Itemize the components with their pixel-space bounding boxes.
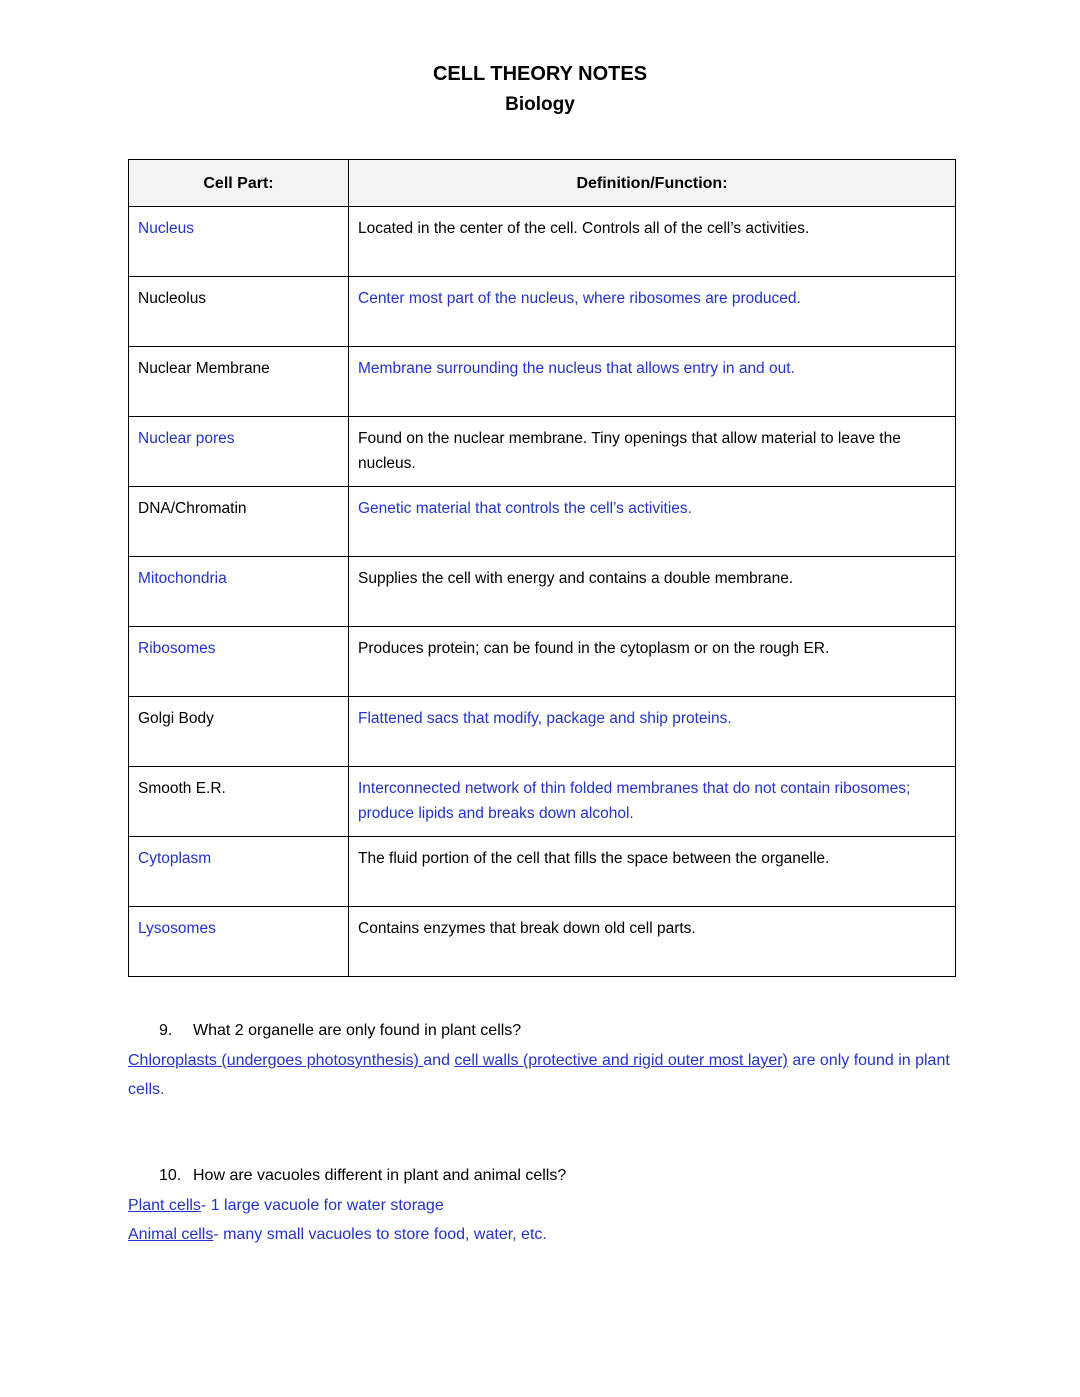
cell-definition: The fluid portion of the cell that fills the space between the organelle.	[349, 837, 956, 907]
answer-underlined-segment: Animal cells	[128, 1226, 214, 1243]
question-text: What 2 organelle are only found in plant cells?	[193, 1022, 522, 1039]
cell-definition: Membrane surrounding the nucleus that allows entry in and out.	[349, 347, 956, 417]
cell-part: Ribosomes	[129, 627, 349, 697]
table-row	[129, 347, 956, 417]
answer-segment: are only found in plant cells.	[128, 1052, 950, 1098]
question-block	[128, 1017, 955, 1104]
answer-underlined-segment: cell walls (protective and rigid outer most layer)	[454, 1052, 788, 1069]
answer-line	[128, 1191, 955, 1220]
cell-definition: Located in the center of the cell. Controls all of the cell’s activities.	[349, 207, 956, 277]
answer-segment: and	[423, 1052, 455, 1069]
cell-parts-table	[128, 159, 956, 977]
cell-part: Smooth E.R.	[129, 767, 349, 837]
table-header-cell-part: Cell Part:	[129, 160, 349, 207]
table-row	[129, 907, 956, 977]
cell-part: Lysosomes	[129, 907, 349, 977]
cell-definition: Produces protein; can be found in the cytoplasm or on the rough ER.	[349, 627, 956, 697]
cell-definition: Interconnected network of thin folded membranes that do not contain ribosomes; produce lipids and breaks down alcohol.	[349, 767, 956, 837]
table-row	[129, 627, 956, 697]
cell-definition: Genetic material that controls the cell’s activities.	[349, 487, 956, 557]
cell-part: Golgi Body	[129, 697, 349, 767]
question-number: 9.	[159, 1022, 173, 1039]
table-row	[129, 697, 956, 767]
table-row	[129, 207, 956, 277]
table-row	[129, 557, 956, 627]
cell-definition: Flattened sacs that modify, package and ship proteins.	[349, 697, 956, 767]
cell-definition: Center most part of the nucleus, where ribosomes are produced.	[349, 277, 956, 347]
cell-part: Cytoplasm	[129, 837, 349, 907]
table-header-definition: Definition/Function:	[349, 160, 956, 207]
answer-lines	[128, 1046, 955, 1104]
question-number: 10.	[159, 1167, 182, 1184]
answer-line	[128, 1046, 955, 1104]
question-block	[128, 1162, 955, 1249]
cell-part: DNA/Chromatin	[129, 487, 349, 557]
cell-definition: Contains enzymes that break down old cell parts.	[349, 907, 956, 977]
table-row	[129, 417, 956, 487]
question-line	[128, 1162, 955, 1189]
cell-part: Nucleus	[129, 207, 349, 277]
cell-definition: Supplies the cell with energy and contains a double membrane.	[349, 557, 956, 627]
answer-underlined-segment: Chloroplasts (undergoes photosynthesis)	[128, 1052, 424, 1069]
answer-lines	[128, 1191, 955, 1249]
cell-definition: Found on the nuclear membrane. Tiny openings that allow material to leave the nucleus.	[349, 417, 956, 487]
title-block	[0, 62, 1080, 117]
answer-underlined-segment: Plant cells	[128, 1197, 201, 1214]
table-row	[129, 837, 956, 907]
answer-line	[128, 1220, 955, 1249]
table-row	[129, 487, 956, 557]
page-subtitle: Biology	[505, 94, 575, 115]
answer-segment: - 1 large vacuole for water storage	[200, 1197, 444, 1214]
cell-part: Nuclear Membrane	[129, 347, 349, 417]
answer-segment: - many small vacuoles to store food, water, etc.	[213, 1226, 547, 1243]
table-row	[129, 277, 956, 347]
cell-part: Mitochondria	[129, 557, 349, 627]
question-line	[128, 1017, 955, 1044]
questions-section	[128, 1017, 955, 1249]
cell-table-body	[129, 207, 956, 977]
table-row	[129, 767, 956, 837]
cell-part: Nucleolus	[129, 277, 349, 347]
page-title: CELL THEORY NOTES	[432, 63, 648, 85]
question-text: How are vacuoles different in plant and animal cells?	[193, 1167, 567, 1184]
cell-part: Nuclear pores	[129, 417, 349, 487]
table-header-row	[129, 160, 956, 207]
